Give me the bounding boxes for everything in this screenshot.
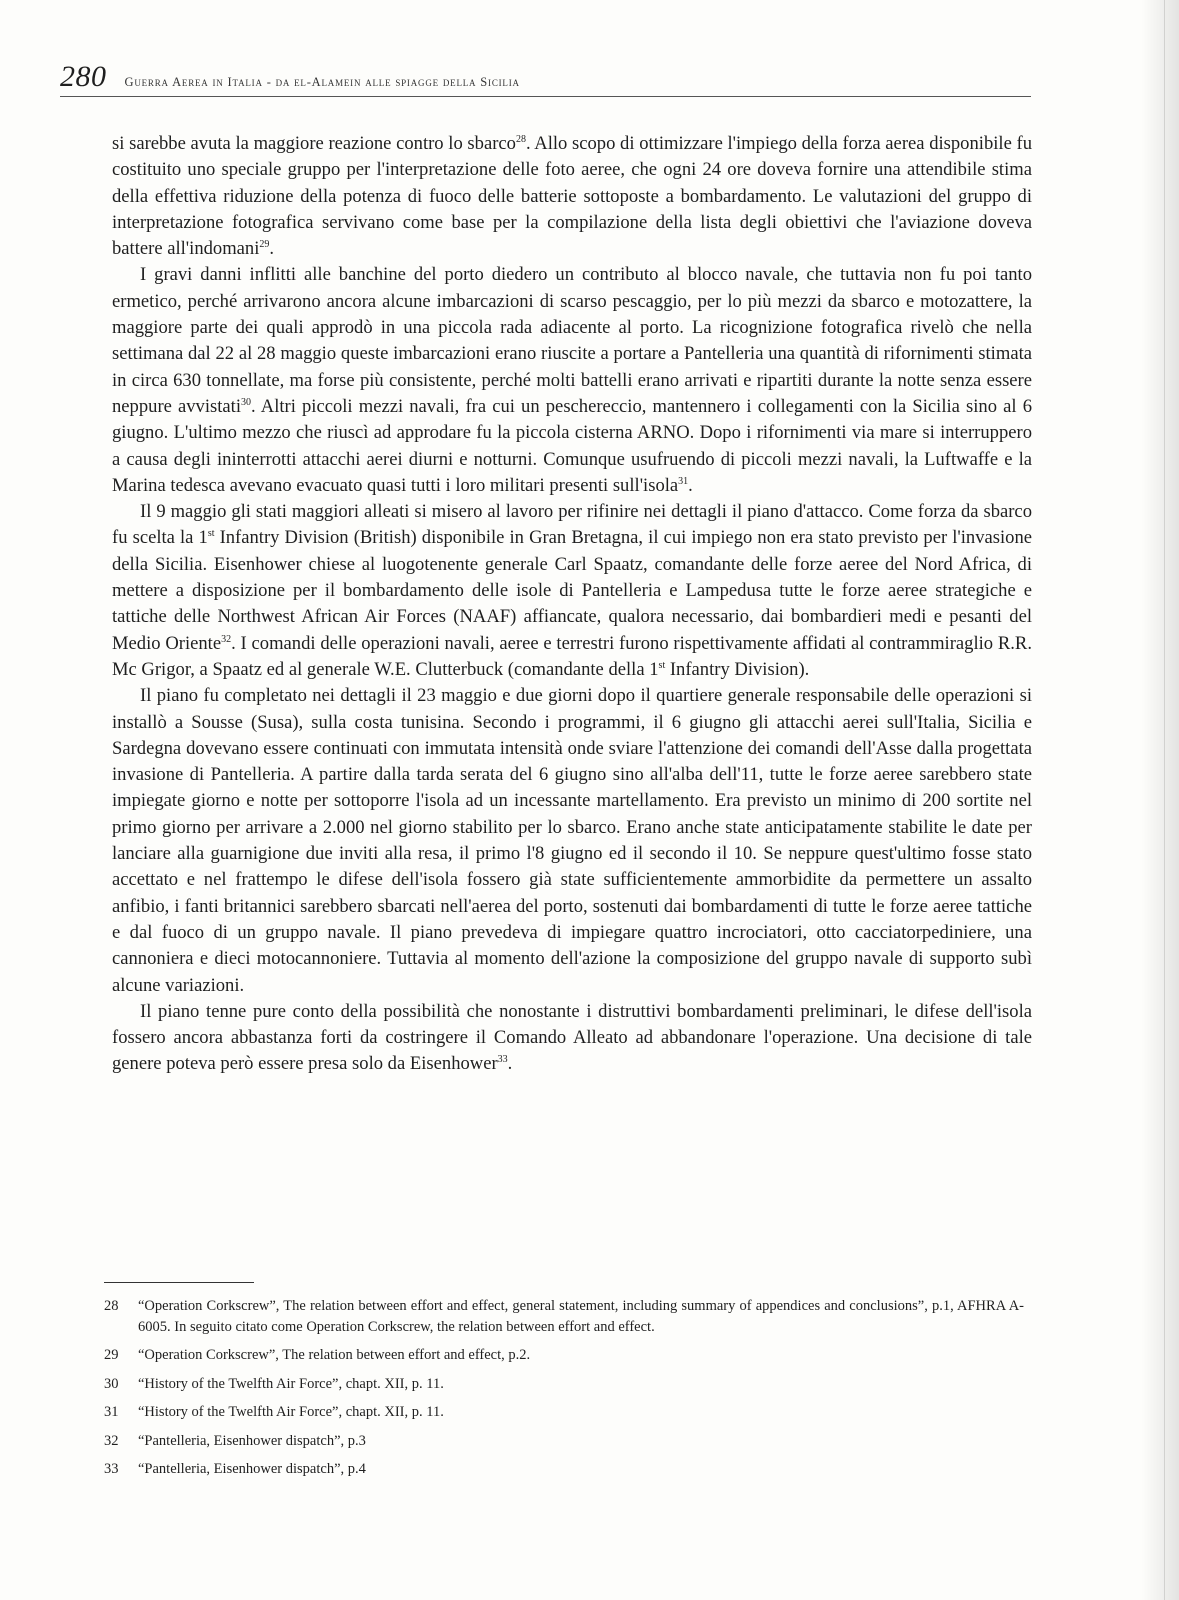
footnote-text: “Operation Corkscrew”, The relation between effort and effect, p.2. [138, 1347, 531, 1363]
footnote-28 [104, 1296, 1024, 1337]
paragraph-3 [112, 499, 1032, 683]
paragraph-3-text-d: Infantry Division). [665, 658, 810, 680]
paragraph-3-text-b: Infantry Division (British) disponibile in Gran Bretagna, il cui impiego non era stato previsto per l'invasione della Sicilia. Eisenhower chiese al luogotenente generale Carl Spaatz, comandante delle forze aeree del Nord Africa, di mettere a disposizione per il bombardamento delle isole di Pantelleria e Lampedusa tutte le forze aeree strategiche e tattiche delle Northwest African Air Forces (NAAF) affiancate, qualora necessario, dai bombardieri medi e pesanti del Medio Oriente [112, 527, 1032, 654]
page-edge-line [1164, 0, 1165, 1600]
paragraph-3-text-a: Il 9 maggio gli stati maggiori alleati si misero al lavoro per rifinire nei dettagli il piano d'attacco. Come forza da sbarco fu scelta la 1 [112, 501, 1032, 549]
footnote-ref-32[interactable]: 32 [221, 633, 232, 645]
footnote-number: 31 [104, 1404, 119, 1420]
footnote-text: “Pantelleria, Eisenhower dispatch”, p.3 [138, 1432, 366, 1449]
footnote-30 [104, 1374, 1024, 1395]
footnote-separator [104, 1282, 254, 1283]
paragraph-3-text-c: . I comandi delle operazioni navali, aeree e terrestri furono rispettivamente affidati al contrammiraglio R.R. Mc Grigor, a Spaatz ed al generale W.E. Clutterbuck (comandante della 1 [112, 632, 1032, 680]
paragraph-1 [112, 131, 1032, 262]
running-title: Guerra Aerea in Italia - da el-Alamein alle spiagge della Sicilia [124, 75, 520, 89]
footnote-text: “History of the Twelfth Air Force”, chapt. XII, p. 11. [138, 1404, 444, 1420]
footnote-text: “History of the Twelfth Air Force”, chapt. XII, p. 11. [138, 1375, 444, 1392]
footnote-33 [104, 1459, 1024, 1480]
footnote-text: “Pantelleria, Eisenhower dispatch”, p.4 [138, 1461, 366, 1477]
footnote-ref-31[interactable]: 31 [678, 475, 689, 487]
footnote-text: “Operation Corkscrew”, The relation between effort and effect, general statement, including summary of appendices and conclusions”, p.1, AFHRA A-6005. In seguito citato come Operation Corkscrew, the relation between effort and effect. [138, 1298, 1024, 1335]
footnote-number: 30 [104, 1375, 119, 1392]
footnotes [104, 1296, 1024, 1488]
ordinal-suffix: st [658, 659, 666, 671]
paragraph-5 [112, 999, 1032, 1078]
footnote-number: 33 [104, 1461, 119, 1477]
paragraph-1-text-c: . [269, 238, 275, 260]
body-text [112, 131, 1032, 1078]
footnote-31 [104, 1402, 1024, 1423]
page-number: 280 [60, 60, 107, 93]
paragraph-2-text-b: . Altri piccoli mezzi navali, fra cui un peschereccio, mantennero i collegamenti con la Sicilia sino al 6 giugno. L'ultimo mezzo che riuscì ad approdare fu la piccola cisterna ARNO. Dopo i rifornimenti via mare si interruppero a causa degli ininterrotti attacchi aerei diurni e notturni. Comunque usufruendo di piccoli mezzi navali, la Luftwaffe e la Marina tedesca avevano evacuato quasi tutti i loro militari presenti sull'isola [112, 395, 1032, 496]
ordinal-suffix: st [207, 528, 215, 540]
footnote-ref-28[interactable]: 28 [515, 133, 526, 145]
footnote-ref-29[interactable]: 29 [259, 239, 270, 250]
paragraph-2 [112, 262, 1032, 499]
footnote-number: 29 [104, 1347, 119, 1363]
paragraph-1-text-b: . Allo scopo di ottimizzare l'impiego della forza aerea disponibile fu costituito uno speciale gruppo per l'interpretazione delle foto aeree, che ogni 24 ore doveva fornire una attendibile stima della effettiva riduzione della potenza di fuoco delle batterie sottoposte a bombardamento. Le valutazioni del gruppo di interpretazione fotografica servivano come base per la compilazione della lista degli obiettivi che l'aviazione doveva battere all'indomani [112, 133, 1032, 260]
paragraph-4: Il piano fu completato nei dettagli il 23 maggio e due giorni dopo il quartiere generale responsabile delle operazioni si installò a Sousse (Susa), sulla costa tunisina. Secondo i programmi, il 6 giugno gli attacchi aerei sull'Italia, Sicilia e Sardegna dovevano essere continuati con immutata intensità onde sviare l'attenzione dei comandi dell'Asse dalla progettata invasione di Pantelleria. A partire dalla tarda serata del 6 giugno sino all'alba dell'11, tutte le forze aeree sarebbero state impiegate giorno e notte per sottoporre l'isola ad un incessante martellamento. Era previsto un minimo di 200 sortite nel primo giorno per arrivare a 2.000 nel giorno stabilito per lo sbarco. Erano anche state anticipatamente stabilite le date per lanciare alla guarnigione due inviti alla resa, il primo l'8 giugno ed il secondo il 10. Se neppure quest'ultimo fosse stato accettato e nel frattempo le difese dell'isola fossero già state sufficientemente ammorbidite da permettere un assalto anfibio, i fanti britannici sarebbero sbarcati nell'aerea del porto, sostenuti dai bombardamenti di tutte le forze aeree tattiche e dal fuoco di un gruppo navale. Il piano prevedeva di impiegare quattro incrociatori, otto cacciatorpediniere, una cannoniera e dieci motocannoniere. Tuttavia al momento dell'azione la composizione del gruppo navale di supporto subì alcune variazioni. [112, 685, 1032, 996]
footnote-ref-33[interactable]: 33 [497, 1054, 508, 1066]
paragraph-2-text-c: . [688, 474, 693, 496]
paragraph-1-text-a: si sarebbe avuta la maggiore reazione contro lo sbarco [112, 133, 516, 154]
footnote-32 [104, 1431, 1024, 1452]
paragraph-5-text-a: Il piano tenne pure conto della possibilità che nonostante i distruttivi bombardamenti preliminari, le difese dell'isola fossero ancora abbastanza forti da costringere il Comando Alleato ad abbandonare l'operazione. Una decisione di tale genere poteva però essere presa solo da Eisenhower [112, 1000, 1032, 1075]
page-edge-shadow [1141, 0, 1179, 1600]
footnote-number: 32 [104, 1432, 119, 1449]
footnote-29 [104, 1345, 1024, 1366]
footnote-number: 28 [104, 1298, 119, 1314]
running-header [60, 58, 1031, 97]
footnote-ref-30[interactable]: 30 [241, 396, 252, 408]
paragraph-5-text-c: . [507, 1053, 513, 1075]
paragraph-2-text-a: I gravi danni inflitti alle banchine del porto diedero un contributo al blocco navale, che tuttavia non fu poi tanto ermetico, perché arrivarono ancora alcune imbarcazioni di scarso pescaggio, per lo più mezzi da sbarco e motozattere, la maggiore parte dei quali approdò in una piccola rada adiacente al porto. La ricognizione fotografica rivelò che nella settimana dal 22 al 28 maggio queste imbarcazioni erano riuscite a portare a Pantelleria una quantità di rifornimenti stimata in circa 630 tonnellate, ma forse più consistente, perché molti battelli erano arrivati e ripartiti durante la notte senza essere neppure avvistati [112, 264, 1032, 417]
